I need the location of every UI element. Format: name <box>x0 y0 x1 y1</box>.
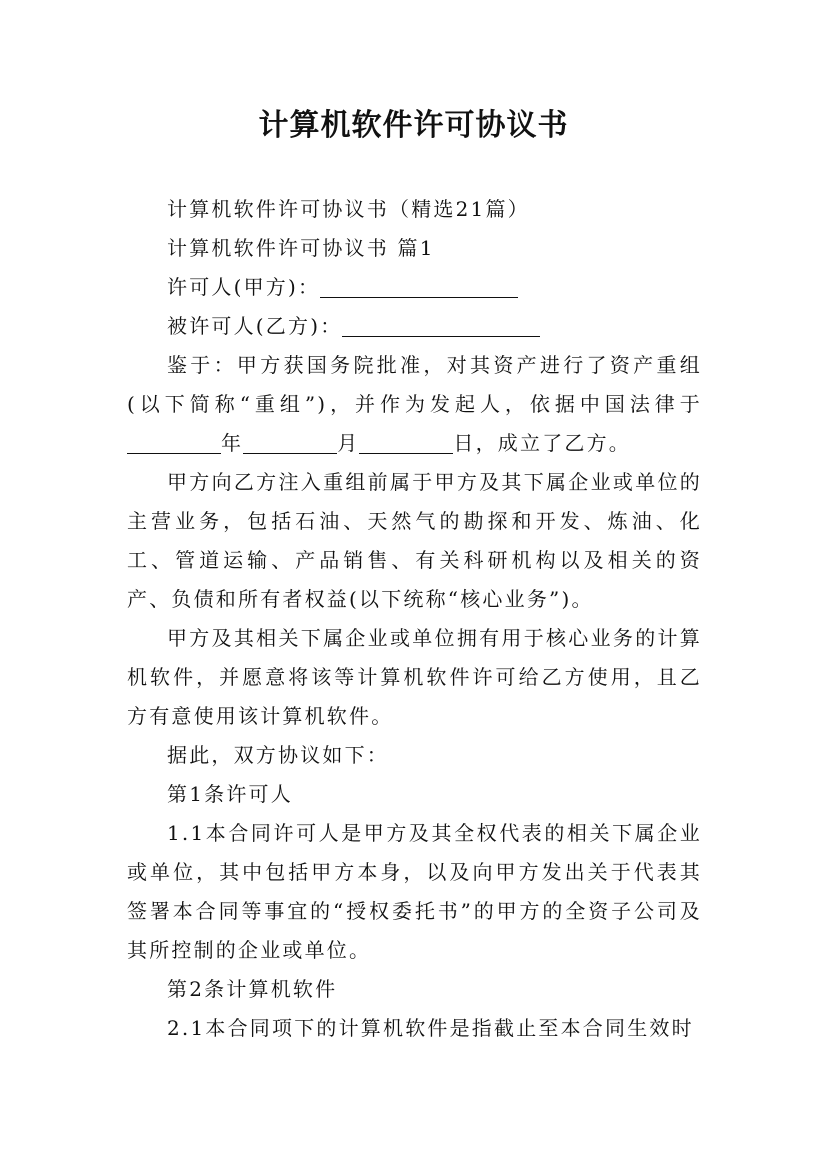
date-tail: 日，成立了乙方。 <box>453 431 632 455</box>
licensee-blank <box>342 335 540 337</box>
article-1-title: 第1条许可人 <box>167 782 293 806</box>
licensor-line <box>127 268 702 307</box>
document-title: 计算机软件许可协议书 <box>258 108 569 143</box>
date-year: 年 <box>221 431 244 455</box>
whereas-paragraph <box>127 346 702 463</box>
month-blank <box>359 452 453 454</box>
licensee-label: 被许可人(乙方)： <box>167 314 343 338</box>
whereas-text: 鉴于：甲方获国务院批准，对其资产进行了资产重组(以下简称“重组”)，并作为发起人，依据中国法律于 <box>127 353 702 416</box>
licensee-line <box>127 307 702 346</box>
agreement-paragraph: 据此，双方协议如下： <box>167 743 389 767</box>
article-2-title: 第2条计算机软件 <box>167 977 338 1001</box>
licensor-blank <box>320 296 518 298</box>
document-body <box>127 190 702 1048</box>
article-2-1: 2.1本合同项下的计算机软件是指截止至本合同生效时 <box>167 1016 694 1040</box>
date-month: 月 <box>337 431 360 455</box>
article-1-1: 1.1本合同许可人是甲方及其全权代表的相关下属企业或单位，其中包括甲方本身，以及向甲方发出关于代表其签署本合同等事宜的“授权委托书”的甲方的全资子公司及其所控制的企业或单位。 <box>127 821 702 962</box>
software-paragraph: 甲方及其相关下属企业或单位拥有用于核心业务的计算机软件，并愿意将该等计算机软件许可给乙方使用，且乙方有意使用该计算机软件。 <box>127 626 702 728</box>
section-heading: 计算机软件许可协议书 篇1 <box>167 236 435 260</box>
year-blank <box>243 452 337 454</box>
injection-paragraph: 甲方向乙方注入重组前属于甲方及其下属企业或单位的主营业务，包括石油、天然气的勘探和开发、炼油、化工、管道运输、产品销售、有关科研机构以及相关的资产、负债和所有者权益(以下统称“核心业务”)。 <box>127 470 702 611</box>
subtitle: 计算机软件许可协议书（精选21篇） <box>167 197 530 221</box>
founding-blank <box>127 452 221 454</box>
licensor-label: 许可人(甲方)： <box>167 275 321 299</box>
